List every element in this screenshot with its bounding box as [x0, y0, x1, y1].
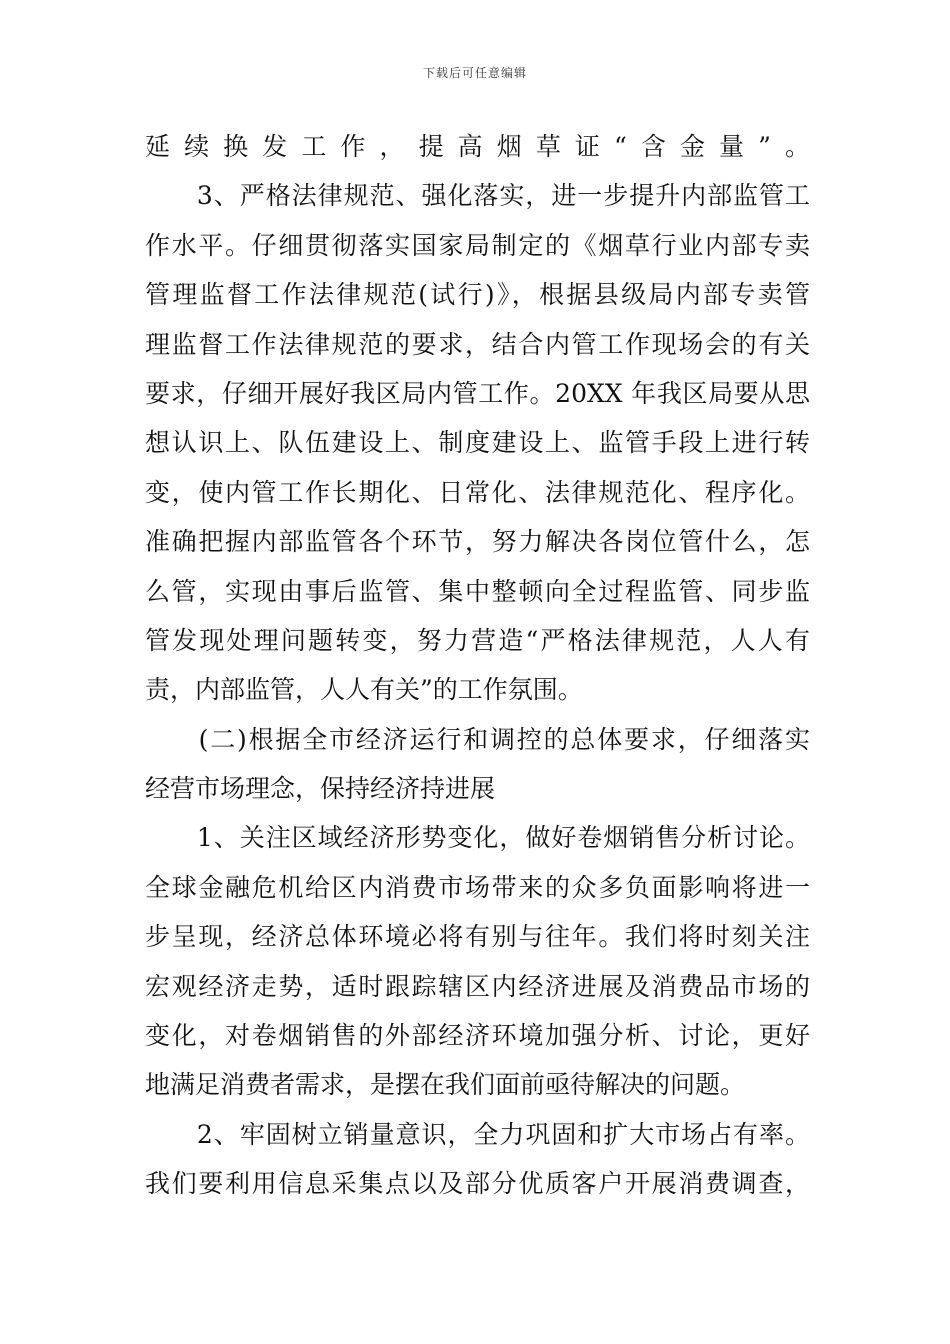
text-line: 我们要利用信息采集点以及部分优质客户开展消费调查，	[145, 1169, 810, 1199]
text-line: 经营市场理念，保持经济持进展	[145, 774, 496, 804]
text-line: 理监督工作法律规范的要求，结合内管工作现场会的有关	[145, 329, 810, 359]
text-line: 想认识上、队伍建设上、制度建设上、监管手段上进行转	[145, 428, 810, 458]
text-line: 变化，对卷烟销售的外部经济环境加强分析、讨论，更好	[145, 1021, 810, 1051]
page-header: 下载后可任意编辑	[422, 66, 527, 80]
text-line: 宏观经济走势，适时跟踪辖区内经济进展及消费品市场的	[145, 971, 810, 1001]
text-line: 1、关注区域经济形势变化，做好卷烟销售分析讨论。	[145, 823, 810, 853]
text-line: 3、严格法律规范、强化落实，进一步提升内部监管工	[145, 181, 810, 211]
text-line: 管理监督工作法律规范(试行)》，根据县级局内部专卖管	[145, 280, 810, 310]
text-line: 作水平。仔细贯彻落实国家局制定的《烟草行业内部专卖	[145, 230, 810, 260]
text-line: 准确把握内部监管各个环节，努力解决各岗位管什么，怎	[145, 527, 810, 557]
text-line: 责，内部监管，人人有关”的工作氛围。	[145, 675, 583, 705]
text-line: 么管，实现由事后监管、集中整顿向全过程监管、同步监	[145, 576, 810, 606]
text-line: 管发现处理问题转变，努力营造“严格法律规范，人人有	[145, 625, 810, 655]
document-body	[145, 122, 810, 1209]
text-line: 步呈现，经济总体环境必将有别与往年。我们将时刻关注	[145, 922, 810, 952]
text-line: (二)根据全市经济运行和调控的总体要求，仔细落实	[145, 724, 810, 754]
text-line: 延续换发工作，提高烟草证“含金量”。	[145, 132, 810, 161]
text-line: 全球金融危机给区内消费市场带来的众多负面影响将进一	[145, 872, 810, 902]
text-line: 2、牢固树立销量意识，全力巩固和扩大市场占有率。	[145, 1119, 810, 1149]
text-line: 地满足消费者需求，是摆在我们面前亟待解决的问题。	[145, 1070, 746, 1100]
text-line: 要求，仔细开展好我区局内管工作。20XX 年我区局要从思	[145, 378, 810, 408]
text-line: 变，使内管工作长期化、日常化、法律规范化、程序化。	[145, 477, 810, 507]
